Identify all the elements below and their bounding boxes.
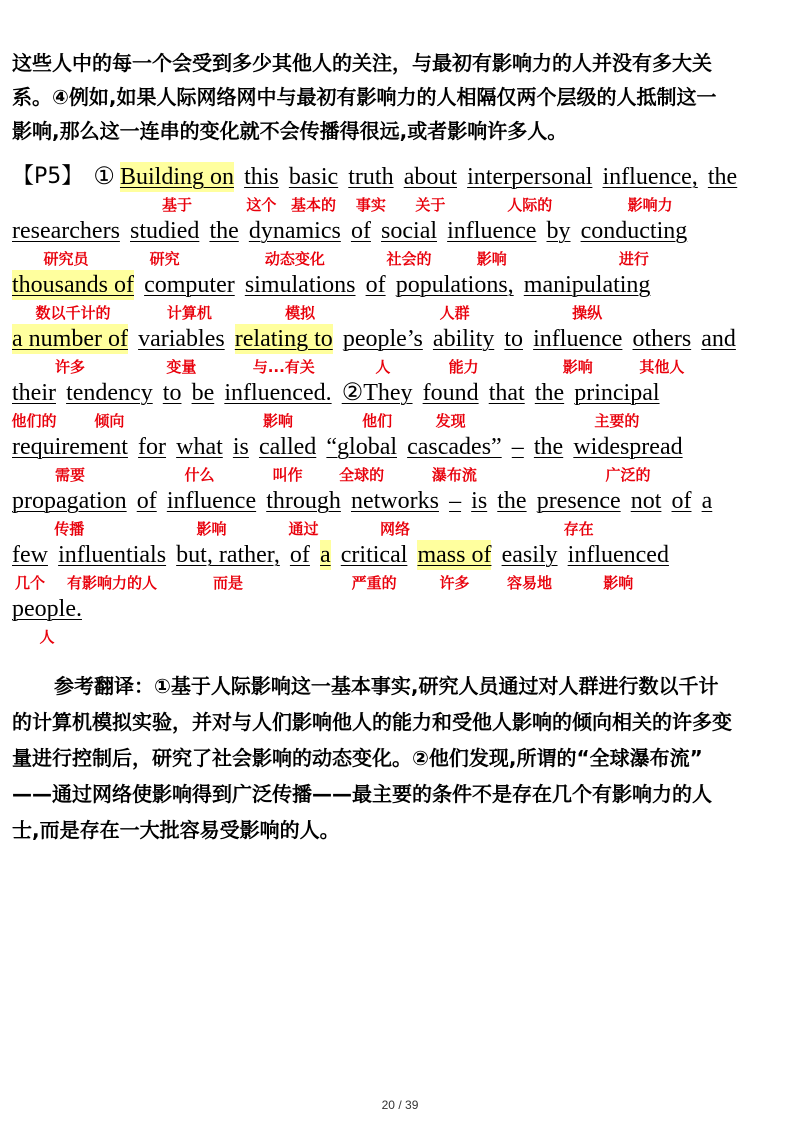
annotated-line <box>12 270 796 330</box>
total-pages: 39 <box>405 1098 419 1112</box>
annotated-word: the <box>209 218 239 244</box>
annotated-word: a <box>320 542 331 568</box>
annotated-word: ① <box>93 164 115 190</box>
annotated-word: “global 全球的 <box>326 434 398 484</box>
annotated-line <box>12 540 796 600</box>
annotated-word: influentials 有影响力的人 <box>58 542 167 592</box>
annotated-word: of <box>289 542 310 568</box>
translation-line: ——通过网络使影响得到广泛传播——最主要的条件不是存在几个有影响力的人 <box>12 782 712 806</box>
annotated-word: the <box>497 488 527 514</box>
annotated-word: influenced 影响 <box>567 542 669 592</box>
annotated-word: principal 主要的 <box>574 380 660 430</box>
annotated-word: found 发现 <box>422 380 479 430</box>
annotated-word: thousands of 数以千计的 <box>12 272 134 322</box>
annotated-line <box>12 378 796 438</box>
annotated-word: – <box>511 434 524 460</box>
annotated-line <box>12 324 796 384</box>
annotated-word: tendency 倾向 <box>66 380 153 430</box>
annotated-line <box>12 594 796 654</box>
annotated-word: researchers 研究员 <box>12 218 120 268</box>
annotated-word: what 什么 <box>176 434 223 484</box>
translation-label: 参考翻译： <box>54 674 154 698</box>
translation-line: 量进行控制后，研究了社会影响的动态变化。②他们发现,所谓的“全球瀑布流” <box>12 746 703 770</box>
annotated-word: be <box>191 380 215 406</box>
annotated-word: widespread 广泛的 <box>573 434 683 484</box>
annotated-word: called 叫作 <box>258 434 317 484</box>
annotated-line <box>12 486 796 546</box>
annotated-word: mass of 许多 <box>417 542 492 592</box>
annotated-word: presence 存在 <box>536 488 621 538</box>
annotated-word: is <box>232 434 249 460</box>
reference-translation <box>12 668 792 848</box>
annotated-word: simulations 模拟 <box>244 272 356 322</box>
current-page: 20 <box>381 1098 395 1112</box>
annotated-word: influence 影响 <box>166 488 257 538</box>
annotated-word: networks 网络 <box>350 488 439 538</box>
annotated-word: relating to 与...有关 <box>234 326 333 376</box>
translation-line: 士,而是存在一大批容易受影响的人。 <box>12 818 340 842</box>
translation-line: 的计算机模拟实验，并对与人们影响他人的能力和受他人影响的倾向相关的许多变 <box>12 710 732 734</box>
annotated-word: not <box>630 488 662 514</box>
annotated-word: the <box>533 434 564 460</box>
annotated-word: the <box>534 380 565 406</box>
annotated-word: few 几个 <box>12 542 48 592</box>
annotated-word: requirement 需要 <box>12 434 128 484</box>
translation-line: 参考翻译：①基于人际影响这一基本事实,研究人员通过对人群进行数以千计 <box>54 674 719 698</box>
annotated-word: to <box>162 380 182 406</box>
annotated-line <box>12 162 796 222</box>
annotated-word: about 关于 <box>403 164 458 214</box>
annotated-word: cascades” 瀑布流 <box>407 434 502 484</box>
annotated-word: that <box>488 380 525 406</box>
annotated-word: ②They 他们 <box>341 380 413 430</box>
annotated-word: through 通过 <box>266 488 341 538</box>
page-indicator <box>0 1098 800 1112</box>
annotated-word: others 其他人 <box>632 326 692 376</box>
annotated-word: is <box>471 488 488 514</box>
annotated-word: easily 容易地 <box>501 542 558 592</box>
annotated-word: of <box>671 488 692 514</box>
annotated-line <box>12 432 796 492</box>
intro-line: 影响,那么这一连串的变化就不会传播得很远,或者影响许多人。 <box>12 119 568 143</box>
annotated-line <box>12 216 796 276</box>
annotated-word: influenced. 影响 <box>224 380 332 430</box>
annotated-word: people’s 人 <box>342 326 423 376</box>
annotated-word: basic 基本的 <box>288 164 339 214</box>
annotated-word: variables 变量 <box>138 326 225 376</box>
annotated-word: for <box>138 434 167 460</box>
annotated-word: their 他们的 <box>11 380 57 430</box>
annotated-word: the <box>707 164 738 190</box>
annotated-word: Building on 基于 <box>119 164 234 214</box>
annotated-word: manipulating 操纵 <box>523 272 651 322</box>
annotated-word: and <box>701 326 736 352</box>
annotated-word: conducting 进行 <box>580 218 688 268</box>
annotated-word: a number of 许多 <box>12 326 128 376</box>
intro-line: 这些人中的每一个会受到多少其他人的关注，与最初有影响力的人并没有多大关 <box>12 51 712 75</box>
annotated-word: propagation 传播 <box>12 488 127 538</box>
intro-paragraph <box>12 46 792 148</box>
annotated-word: of <box>136 488 157 514</box>
annotated-word: influence 影响 <box>533 326 623 376</box>
annotated-word: dynamics 动态变化 <box>248 218 341 268</box>
annotated-word: this 这个 <box>244 164 279 214</box>
annotated-word: interpersonal 人际的 <box>467 164 593 214</box>
annotated-word: influence 影响 <box>447 218 537 268</box>
annotated-word: but, rather, 而是 <box>176 542 280 592</box>
page-separator: / <box>398 1098 402 1112</box>
annotated-word: studied 研究 <box>130 218 200 268</box>
annotated-word: of <box>365 272 386 298</box>
annotated-word: a <box>701 488 713 514</box>
annotated-word: computer 计算机 <box>144 272 235 322</box>
paragraph-label: 【P5】 <box>12 164 84 189</box>
annotated-word: critical 严重的 <box>340 542 408 592</box>
annotated-word: influence, 影响力 <box>602 164 698 214</box>
annotated-word: ability 能力 <box>432 326 495 376</box>
annotated-word: of <box>350 218 371 244</box>
annotated-word: – <box>449 488 462 514</box>
annotated-word: social 社会的 <box>381 218 438 268</box>
annotated-word: populations, 人群 <box>395 272 514 322</box>
annotated-word: to <box>504 326 524 352</box>
annotated-word: truth 事实 <box>348 164 394 214</box>
intro-line: 系。④例如,如果人际网络网中与最初有影响力的人相隔仅两个层级的人抵制这一 <box>12 85 717 109</box>
annotated-word: people. 人 <box>12 596 82 646</box>
annotated-word: by <box>546 218 571 244</box>
